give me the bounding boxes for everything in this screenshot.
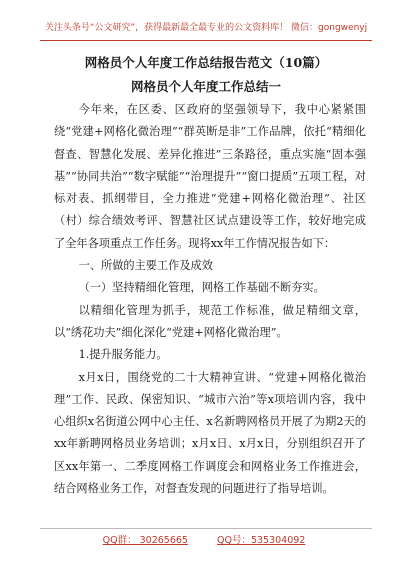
heading-refined-management: （一）坚持精细化管理，网格工作基础不断夯实。 (78, 281, 325, 295)
qq-group-link[interactable]: QQ群： 30265665 (102, 535, 188, 546)
section-subtitle: 网格员个人年度工作总结一 (130, 79, 281, 94)
qq-number-link[interactable]: QQ号：535304092 (217, 535, 306, 546)
footer-divider (40, 528, 372, 529)
paragraph-refined-management: 以精细化管理为抓手，规范工作标准，做足精细文章，以“绣花功夫”细化深化“党建+网格化微治理”。 (54, 303, 366, 339)
document-title: 网格员个人年度工作总结报告范文（10篇） (84, 55, 328, 70)
paragraph-intro: 今年来，在区委、区政府的坚强领导下，我中心紧紧围绕“党建+网格化微治理”“群英断是非”工作品牌，依托“精细化督查、智慧化发展、差异化推进”三条路径，重点实施“固本强基”“协同共治”“数字赋能”“治理提升”“窗口提质”五项工程，对标对表、抓纲带目，全力推进“党建+网格化微治理”、社区（村）综合绩效考评、智慧社区试点建设等工作，较好地完成了全年各项重点工作任务。现将xx年工作情况报告如下： (54, 103, 366, 250)
header-banner: 关注头条号“公文研究”，获得最新最全最专业的公文资料库！ 微信：gongwenyj (44, 23, 368, 33)
heading-main-work: 一、所做的主要工作及成效 (78, 259, 213, 273)
footer-contacts (0, 532, 408, 546)
heading-service-capacity: 1.提升服务能力。 (78, 348, 168, 362)
header-divider (40, 40, 372, 41)
document-body (54, 99, 366, 500)
paragraph-training: x月x日，围绕党的二十大精神宣讲、“党建+网格化微治理”工作、民政、保密知识、“城市六治”等x项培训内容，我中心组织x名街道公网中心主任、x名新聘网格员开展了为期2天的xx年新聘网格员业务培训；x月x日、x月x日，分别组织召开了区xx年第一、二季度网格工作调度会和网格业务工作推进会，结合网格业务工作，对督查发现的问题进行了指导培训。 (54, 370, 366, 496)
